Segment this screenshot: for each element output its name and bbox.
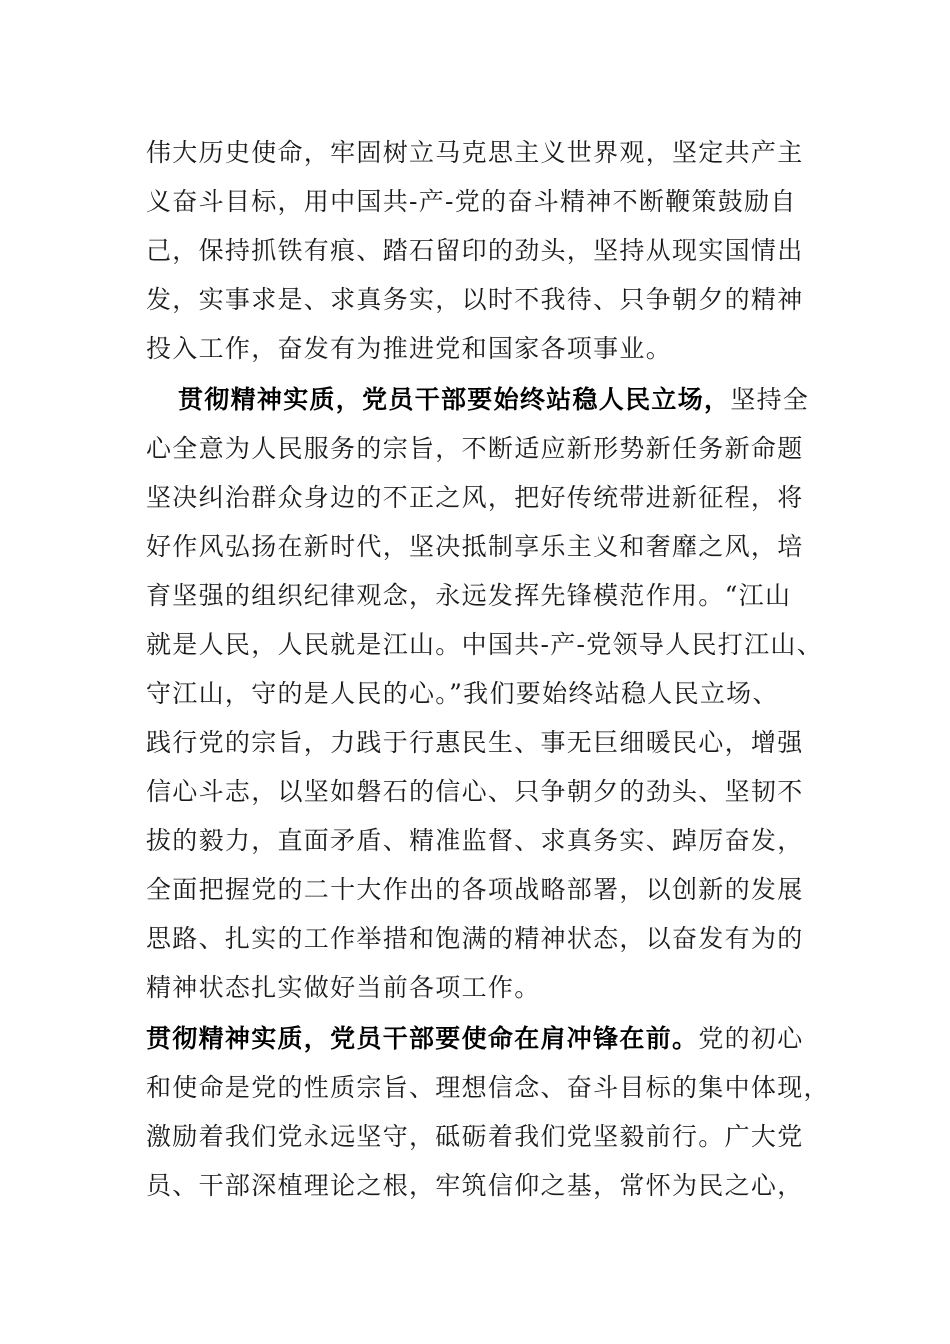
paragraph-3-line-2: 和使命是党的性质宗旨、理想信念、奋斗目标的集中体现， bbox=[146, 1073, 830, 1102]
paragraph-1-line-2: 义奋斗目标，用中国共-产-党的奋斗精神不断鞭策鼓励自 bbox=[146, 187, 797, 216]
paragraph-3-line-4: 员、干部深植理论之根，牢筑信仰之基，常怀为民之心， bbox=[146, 1171, 804, 1200]
paragraph-2-line-1: 贯彻精神实质，党员干部要始终站稳人民立场，坚持全 bbox=[178, 385, 810, 414]
paragraph-2-line-6: 就是人民，人民就是江山。中国共-产-党领导人民打江山、 bbox=[146, 630, 823, 659]
paragraph-1-line-1: 伟大历史使命，牢固树立马克思主义世界观，坚定共产主 bbox=[146, 138, 804, 167]
paragraph-2-line-3: 坚决纠治群众身边的不正之风，把好传统带进新征程，将 bbox=[146, 483, 804, 512]
paragraph-2-line-12: 思路、扎实的工作举措和饱满的精神状态，以奋发有为的 bbox=[146, 924, 804, 953]
paragraph-3-line-1: 贯彻精神实质，党员干部要使命在肩冲锋在前。党的初心 bbox=[146, 1024, 804, 1053]
paragraph-2-line-11: 全面把握党的二十大作出的各项战略部署，以创新的发展 bbox=[146, 875, 804, 904]
paragraph-2-line-13: 精神状态扎实做好当前各项工作。 bbox=[146, 973, 541, 1002]
paragraph-1-line-3: 己，保持抓铁有痕、踏石留印的劲头，坚持从现实国情出 bbox=[146, 236, 804, 265]
paragraph-2-line-10: 拔的毅力，直面矛盾、精准监督、求真务实、踔厉奋发， bbox=[146, 826, 804, 855]
paragraph-1-line-4: 发，实事求是、求真务实，以时不我待、只争朝夕的精神 bbox=[146, 285, 804, 314]
paragraph-1-line-5: 投入工作，奋发有为推进党和国家各项事业。 bbox=[146, 334, 673, 363]
paragraph-2-line-7: 守江山，守的是人民的心。”我们要始终站稳人民立场、 bbox=[146, 679, 779, 708]
paragraph-2-line-8: 践行党的宗旨，力践于行惠民生、事无巨细暖民心，增强 bbox=[146, 728, 804, 757]
paragraph-3-heading: 贯彻精神实质，党员干部要使命在肩冲锋在前。 bbox=[146, 1024, 699, 1053]
paragraph-2-heading: 贯彻精神实质，党员干部要始终站稳人民立场， bbox=[178, 385, 731, 414]
paragraph-2-line-4: 好作风弘扬在新时代，坚决抵制享乐主义和奢靡之风，培 bbox=[146, 532, 804, 561]
paragraph-2-line-5: 育坚强的组织纪律观念，永远发挥先锋模范作用。“江山 bbox=[146, 581, 792, 610]
paragraph-2-line-2: 心全意为人民服务的宗旨，不断适应新形势新任务新命题 bbox=[146, 434, 804, 463]
paragraph-3-line-3: 激励着我们党永远坚守，砥砺着我们党坚毅前行。广大党 bbox=[146, 1122, 804, 1151]
paragraph-2-line-9: 信心斗志，以坚如磐石的信心、只争朝夕的劲头、坚韧不 bbox=[146, 777, 804, 806]
